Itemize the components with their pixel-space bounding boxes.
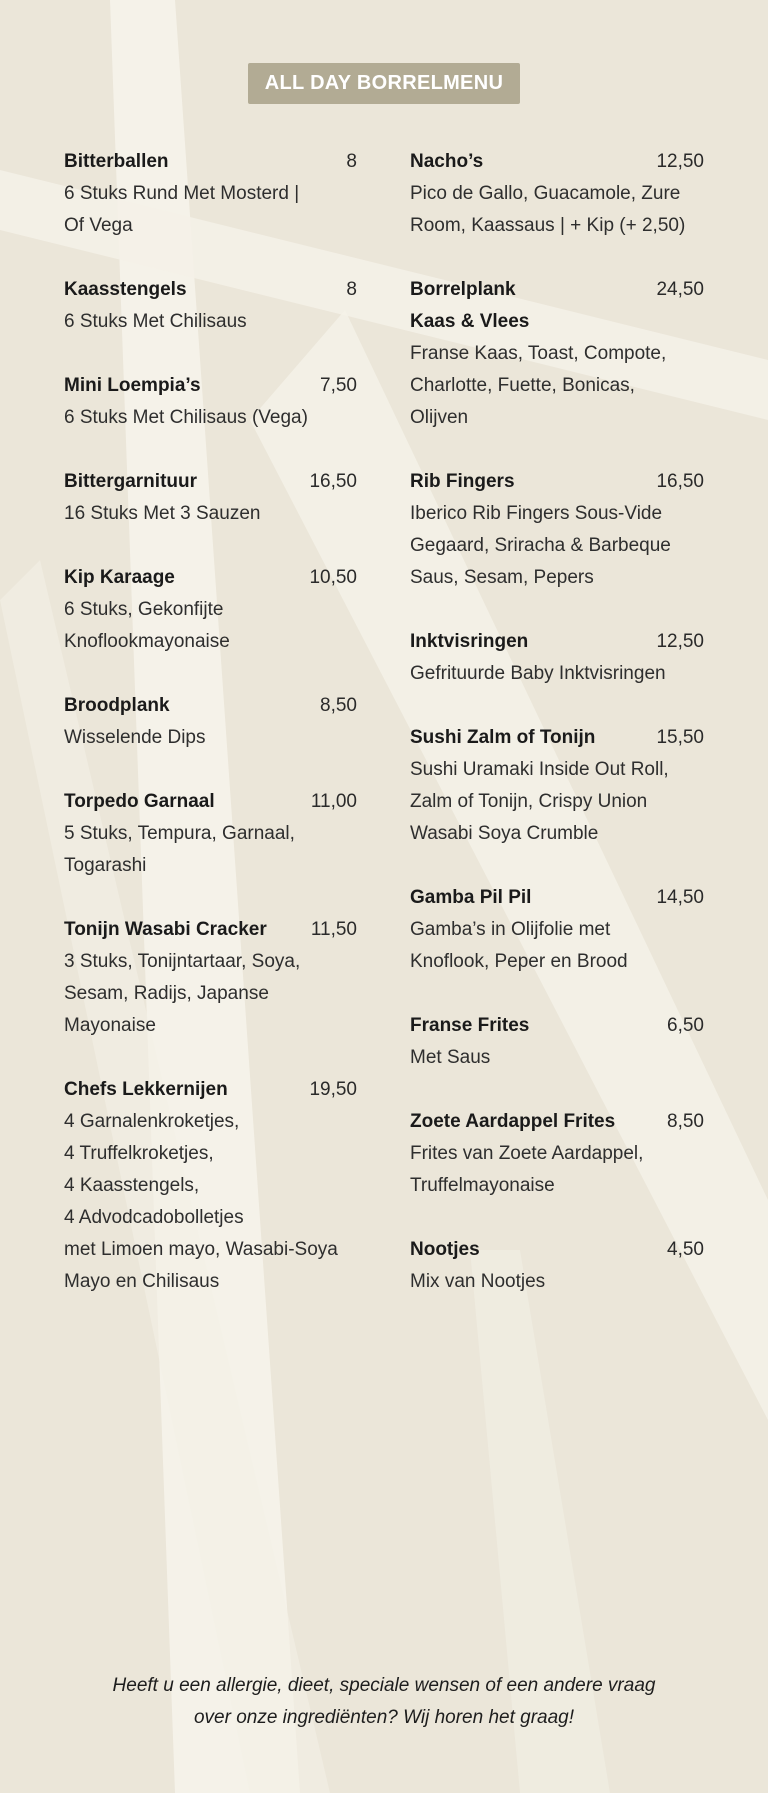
menu-item-header — [410, 146, 704, 178]
menu-item-price: 7,50 — [320, 375, 357, 396]
menu-item-name: Chefs Lekkernijen — [64, 1079, 228, 1100]
menu-item-price: 11,00 — [310, 791, 357, 812]
menu-item-header — [64, 274, 357, 306]
menu-item — [410, 722, 704, 850]
menu-item — [64, 466, 357, 530]
menu-item — [410, 626, 704, 690]
menu-item-price: 19,50 — [309, 1079, 357, 1100]
menu-item-price: 8 — [346, 279, 357, 300]
menu-item-name: Borrelplank — [410, 279, 516, 300]
menu-item-header — [410, 1234, 704, 1266]
menu-item — [410, 882, 704, 978]
left-column — [64, 146, 357, 1330]
menu-item-description: 4 Advodcadobolletjes — [64, 1207, 244, 1228]
menu-item-description: Wisselende Dips — [64, 727, 206, 748]
menu-item-name: Sushi Zalm of Tonijn — [410, 727, 596, 748]
menu-item — [410, 1234, 704, 1298]
menu-item-name: Bitterballen — [64, 151, 169, 172]
menu-item-header — [410, 274, 704, 306]
menu-item-description: Sushi Uramaki Inside Out Roll, — [410, 759, 669, 780]
menu-item-description: Wasabi Soya Crumble — [410, 823, 599, 844]
menu-item-name: Nootjes — [410, 1239, 480, 1260]
menu-item-header — [410, 722, 704, 754]
menu-item-header — [64, 146, 357, 178]
menu-item-description: Truffelmayonaise — [410, 1175, 555, 1196]
allergy-note-line-1: Heeft u een allergie, dieet, speciale wensen of een andere vraag — [112, 1675, 656, 1696]
menu-item-price: 14,50 — [656, 887, 704, 908]
menu-item-name: Inktvisringen — [410, 631, 529, 652]
menu-item-name: Mini Loempia’s — [64, 375, 201, 396]
right-column — [410, 146, 704, 1330]
menu-item-description: Of Vega — [64, 215, 133, 236]
menu-item-price: 15,50 — [656, 727, 704, 748]
menu-item-description: 6 Stuks Met Chilisaus (Vega) — [64, 407, 308, 428]
menu-item-description: 16 Stuks Met 3 Sauzen — [64, 503, 261, 524]
menu-item-price: 6,50 — [667, 1015, 704, 1036]
allergy-note-line-2: over onze ingrediënten? Wij horen het graag! — [193, 1707, 575, 1728]
menu-item-price: 16,50 — [656, 471, 704, 492]
menu-item-price: 11,50 — [310, 919, 357, 940]
menu-item-description: met Limoen mayo, Wasabi-Soya — [64, 1239, 338, 1260]
menu-item-description: 6 Stuks Rund Met Mosterd | — [64, 183, 300, 204]
menu-item-description: 6 Stuks, Gekonfijte — [64, 599, 224, 620]
menu-item-description: Mayonaise — [64, 1015, 156, 1036]
menu-item-name: Tonijn Wasabi Cracker — [64, 919, 267, 940]
menu-item-description: Mix van Nootjes — [410, 1271, 546, 1292]
menu-item-description: Charlotte, Fuette, Bonicas, — [410, 375, 635, 396]
menu-item-name: Kip Karaage — [64, 567, 175, 588]
menu-item — [64, 370, 357, 434]
menu-item — [64, 1074, 357, 1298]
menu-item-name: Rib Fingers — [410, 471, 515, 492]
menu-item-header — [64, 690, 357, 722]
menu-item-description: Sesam, Radijs, Japanse — [64, 983, 269, 1004]
menu-item — [410, 466, 704, 594]
menu-item-description: Knoflookmayonaise — [64, 631, 230, 652]
menu-title: ALL DAY BORRELMENU — [248, 63, 520, 104]
menu-item-description: Met Saus — [410, 1047, 491, 1068]
menu-item-name: Broodplank — [64, 695, 170, 716]
menu-item-price: 24,50 — [656, 279, 704, 300]
menu-item-subtitle: Kaas & Vlees — [410, 311, 530, 332]
menu-item-name: Gamba Pil Pil — [410, 887, 532, 908]
menu-item — [64, 690, 357, 754]
menu-item-price: 8,50 — [667, 1111, 704, 1132]
menu-item-description: 4 Kaasstengels, — [64, 1175, 200, 1196]
menu-item — [64, 786, 357, 882]
menu-item-header — [64, 1074, 357, 1106]
allergy-note — [0, 1670, 768, 1734]
menu-item — [64, 562, 357, 658]
menu-item-price: 16,50 — [309, 471, 357, 492]
menu-item — [64, 274, 357, 338]
menu-item-description: Saus, Sesam, Pepers — [410, 567, 594, 588]
menu-item-description: Frites van Zoete Aardappel, — [410, 1143, 644, 1164]
menu-item-description: Olijven — [410, 407, 469, 428]
menu-item-description: 5 Stuks, Tempura, Garnaal, — [64, 823, 295, 844]
menu-item-description: 3 Stuks, Tonijntartaar, Soya, — [64, 951, 301, 972]
menu-item-description: Franse Kaas, Toast, Compote, — [410, 343, 667, 364]
menu-item-description: Gamba’s in Olijfolie met — [410, 919, 611, 940]
menu-item-description: Togarashi — [64, 855, 147, 876]
menu-item-header — [64, 466, 357, 498]
menu-item-description: Gegaard, Sriracha & Barbeque — [410, 535, 671, 556]
menu-item-header — [410, 626, 704, 658]
menu-item-name: Zoete Aardappel Frites — [410, 1111, 616, 1132]
menu-item-price: 12,50 — [656, 631, 704, 652]
menu-item-header — [64, 914, 357, 946]
menu-item — [64, 914, 357, 1042]
menu-item-price: 8,50 — [320, 695, 357, 716]
menu-item — [410, 1106, 704, 1202]
menu-item-description: Room, Kaassaus | + Kip (+ 2,50) — [410, 215, 686, 236]
menu-item-header — [64, 370, 357, 402]
menu-item — [410, 274, 704, 434]
menu-item — [410, 146, 704, 242]
menu-item-header — [410, 882, 704, 914]
menu-item-name: Bittergarnituur — [64, 471, 197, 492]
menu-item-description: Mayo en Chilisaus — [64, 1271, 220, 1292]
menu-item-name: Franse Frites — [410, 1015, 530, 1036]
menu-item-header — [64, 786, 357, 818]
menu-item-description: 4 Truffelkroketjes, — [64, 1143, 214, 1164]
menu-item-price: 10,50 — [309, 567, 357, 588]
menu-item-price: 12,50 — [656, 151, 704, 172]
menu-item-name: Torpedo Garnaal — [64, 791, 215, 812]
menu-item-description: Zalm of Tonijn, Crispy Union — [410, 791, 648, 812]
menu-item-description: 6 Stuks Met Chilisaus — [64, 311, 247, 332]
menu-item-header — [64, 562, 357, 594]
menu-item-description: Iberico Rib Fingers Sous-Vide — [410, 503, 663, 524]
menu-item-price: 8 — [346, 151, 357, 172]
menu-item — [64, 146, 357, 242]
menu-item-header — [410, 1106, 704, 1138]
menu-item-description: Knoflook, Peper en Brood — [410, 951, 628, 972]
menu-item-description: 4 Garnalenkroketjes, — [64, 1111, 240, 1132]
menu-item-description: Pico de Gallo, Guacamole, Zure — [410, 183, 681, 204]
menu-item — [410, 1010, 704, 1074]
menu-item-header — [410, 466, 704, 498]
menu-item-price: 4,50 — [667, 1239, 704, 1260]
menu-item-header — [410, 1010, 704, 1042]
title-wrapper — [0, 63, 768, 104]
menu-item-description: Gefrituurde Baby Inktvisringen — [410, 663, 666, 684]
menu-item-name: Kaasstengels — [64, 279, 187, 300]
menu-item-name: Nacho’s — [410, 151, 484, 172]
